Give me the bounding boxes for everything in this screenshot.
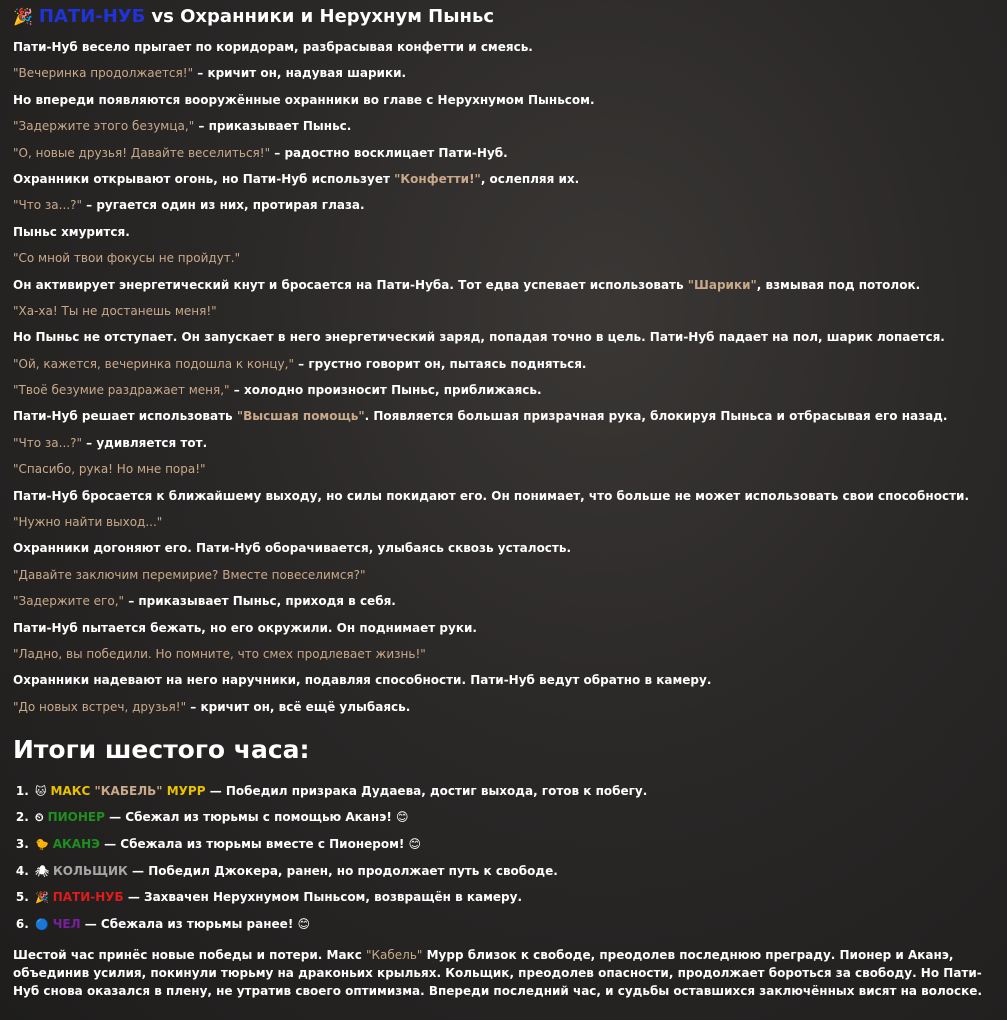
result-description: — Сбежала из тюрьмы ранее! 😊 <box>80 916 310 931</box>
result-description: — Победил призрака Дудаева, достиг выхода, готов к побегу. <box>205 783 648 798</box>
result-item <box>33 916 994 932</box>
story-line <box>13 620 994 636</box>
character-name: АКАНЭ <box>52 836 100 851</box>
blue-circle-icon: 🔵 <box>35 917 49 931</box>
character-name: МАКС <box>50 783 95 798</box>
narration-text: . Появляется большая призрачная рука, блокируя Пыньса и отбрасывая его назад. <box>364 409 948 424</box>
story-line <box>13 672 994 688</box>
story-lines <box>13 39 994 715</box>
narration-text: Но Пыньс не отступает. Он запускает в него энергетический заряд, попадая точно в цель. Пати-Нуб падает на пол, шарик лопается. <box>13 330 945 345</box>
narration-text: Пати-Нуб весело прыгает по коридорам, разбрасывая конфетти и смеясь. <box>13 40 533 54</box>
character-name: ПИОНЕР <box>47 810 105 825</box>
ability-name: "Высшая помощь" <box>236 409 365 424</box>
party-popper-icon: 🎉 <box>35 891 49 905</box>
party-popper-icon: 🎉 <box>13 7 33 26</box>
narration-text: Он активирует энергетический кнут и бросается на Пати-Нуба. Тот едва успевает использовать <box>13 277 688 292</box>
dialogue-quote: "Что за...?" <box>13 435 82 450</box>
spider-icon: 🕷 <box>35 864 49 878</box>
result-description: — Сбежала из тюрьмы вместе с Пионером! 😊 <box>99 836 422 851</box>
result-item <box>33 863 994 879</box>
story-line <box>13 514 994 530</box>
character-name: ЧЕЛ <box>52 916 81 931</box>
character-name: МУРР <box>162 783 206 798</box>
dialogue-quote: "Ой, кажется, вечеринка подошла к концу," <box>13 356 294 371</box>
story-line <box>13 118 994 134</box>
story-line <box>13 39 994 55</box>
story-line <box>13 65 994 81</box>
narration-text: – радостно восклицает Пати-Нуб. <box>270 145 508 160</box>
dialogue-quote: "Ха-ха! Ты не достанешь меня!" <box>13 303 217 318</box>
ability-name: "Конфетти!" <box>394 171 481 186</box>
story-line <box>13 435 994 451</box>
story-title <box>13 6 994 28</box>
story-line <box>13 540 994 556</box>
dialogue-quote: "Нужно найти выход..." <box>13 515 163 530</box>
character-name: КОЛЬЩИК <box>52 863 128 878</box>
chick-icon: 🐤 <box>35 837 49 851</box>
result-description: — Сбежал из тюрьмы с помощью Аканэ! 😊 <box>104 810 409 825</box>
story-line <box>13 197 994 213</box>
narration-text: – кричит он, надувая шарики. <box>193 66 407 81</box>
narration-text: , взмывая под потолок. <box>756 277 921 292</box>
narration-text: Охранники догоняют его. Пати-Нуб оборачивается, улыбаясь сквозь усталость. <box>13 541 572 556</box>
cat-face-icon: 🐱 <box>35 784 47 798</box>
title-highlight: ПАТИ-НУБ <box>38 6 146 27</box>
dialogue-quote: "Вечеринка продолжается!" <box>13 66 194 81</box>
story-line <box>13 382 994 398</box>
story-line <box>13 356 994 372</box>
dialogue-quote: "До новых встреч, друзья!" <box>13 699 187 714</box>
dialogue-quote: "О, новые друзья! Давайте веселиться!" <box>13 145 271 160</box>
story-line <box>13 277 994 293</box>
narration-text: Охранники открывают огонь, но Пати-Нуб использует <box>13 171 395 186</box>
character-name: ПАТИ-НУБ <box>52 890 124 905</box>
narration-text: , ослепляя их. <box>480 171 580 186</box>
story-line <box>13 250 994 266</box>
story-line <box>13 145 994 161</box>
ability-name: "Шарики" <box>687 277 757 292</box>
narration-text: – кричит он, всё ещё улыбаясь. <box>186 699 411 714</box>
dialogue-quote: "Задержите его," <box>13 594 125 609</box>
story-line <box>13 699 994 715</box>
narration-text: – приказывает Пыньс, приходя в себя. <box>124 594 396 609</box>
story-line <box>13 593 994 609</box>
story-line <box>13 646 994 662</box>
story-line <box>13 224 994 240</box>
results-heading: Итоги шестого часа: <box>13 734 310 764</box>
narration-text: Но впереди появляются вооружённые охранники во главе с Нерухнумом Пыньсом. <box>13 92 595 107</box>
result-item <box>33 783 994 799</box>
title-rest: vs Охранники и Нерухнум Пыньс <box>151 6 495 27</box>
dialogue-quote: "Задержите этого безумца," <box>13 119 195 134</box>
character-name: "КАБЕЛЬ" <box>94 783 163 798</box>
result-description: — Захвачен Нерухнумом Пыньсом, возвращён в камеру. <box>123 890 523 905</box>
result-item <box>33 809 994 825</box>
story-line <box>13 303 994 319</box>
dialogue-quote: "Со мной твои фокусы не пройдут." <box>13 251 241 266</box>
summary-paragraph <box>13 946 988 1000</box>
narration-text: Охранники надевают на него наручники, подавляя способности. Пати-Нуб ведут обратно в камеру. <box>13 673 712 688</box>
narration-text: – ругается один из них, протирая глаза. <box>81 198 365 213</box>
story-line <box>13 461 994 477</box>
narration-text: – удивляется тот. <box>81 435 208 450</box>
summary-text: Мурр близок к свободе, преодолев последнюю преграду. Пионер и Аканэ, объединив усилия, покинули тюрьму на драконьих крыльях. Кольщик, преодолев опасности, продолжает бороться за свободу. Но Пати-Нуб снова оказался в плену, не утратив своего оптимизма. Впереди последний час, и судьбы оставшихся заключённых висят на волоске. <box>13 947 983 998</box>
story-line <box>13 171 994 187</box>
dialogue-quote: "Что за...?" <box>13 198 82 213</box>
result-description: — Победил Джокера, ранен, но продолжает путь к свободе. <box>127 863 558 878</box>
dialogue-quote: "Твоё безумие раздражает меня," <box>13 383 230 398</box>
narration-text: – холодно произносит Пыньс, приближаясь. <box>229 383 542 398</box>
story-line <box>13 329 994 345</box>
story-line <box>13 488 994 504</box>
story-line <box>13 567 994 583</box>
story-line <box>13 408 994 424</box>
dialogue-quote: "Давайте заключим перемирие? Вместе повеселимся?" <box>13 567 366 582</box>
narration-text: Пыньс хмурится. <box>13 224 130 239</box>
dialogue-quote: "Кабель" <box>366 947 423 962</box>
summary-text: Шестой час принёс новые победы и потери. Макс <box>13 947 366 962</box>
narration-text: Пати-Нуб бросается к ближайшему выходу, но силы покидают его. Он понимает, что больше не может использовать свои способности. <box>13 488 969 503</box>
results-list <box>13 783 994 932</box>
narration-text: Пати-Нуб пытается бежать, но его окружили. Он поднимает руки. <box>13 620 477 635</box>
dialogue-quote: "Спасибо, рука! Но мне пора!" <box>13 462 206 477</box>
narration-text: – приказывает Пыньс. <box>194 119 352 134</box>
narration-text: – грустно говорит он, пытаясь подняться. <box>293 356 587 371</box>
narration-text: Пати-Нуб решает использовать <box>13 409 237 424</box>
timer-clock-icon: ⏲ <box>35 811 44 825</box>
result-item <box>33 889 994 905</box>
story-line <box>13 92 994 108</box>
dialogue-quote: "Ладно, вы победили. Но помните, что смех продлевает жизнь!" <box>13 646 426 661</box>
result-item <box>33 836 994 852</box>
